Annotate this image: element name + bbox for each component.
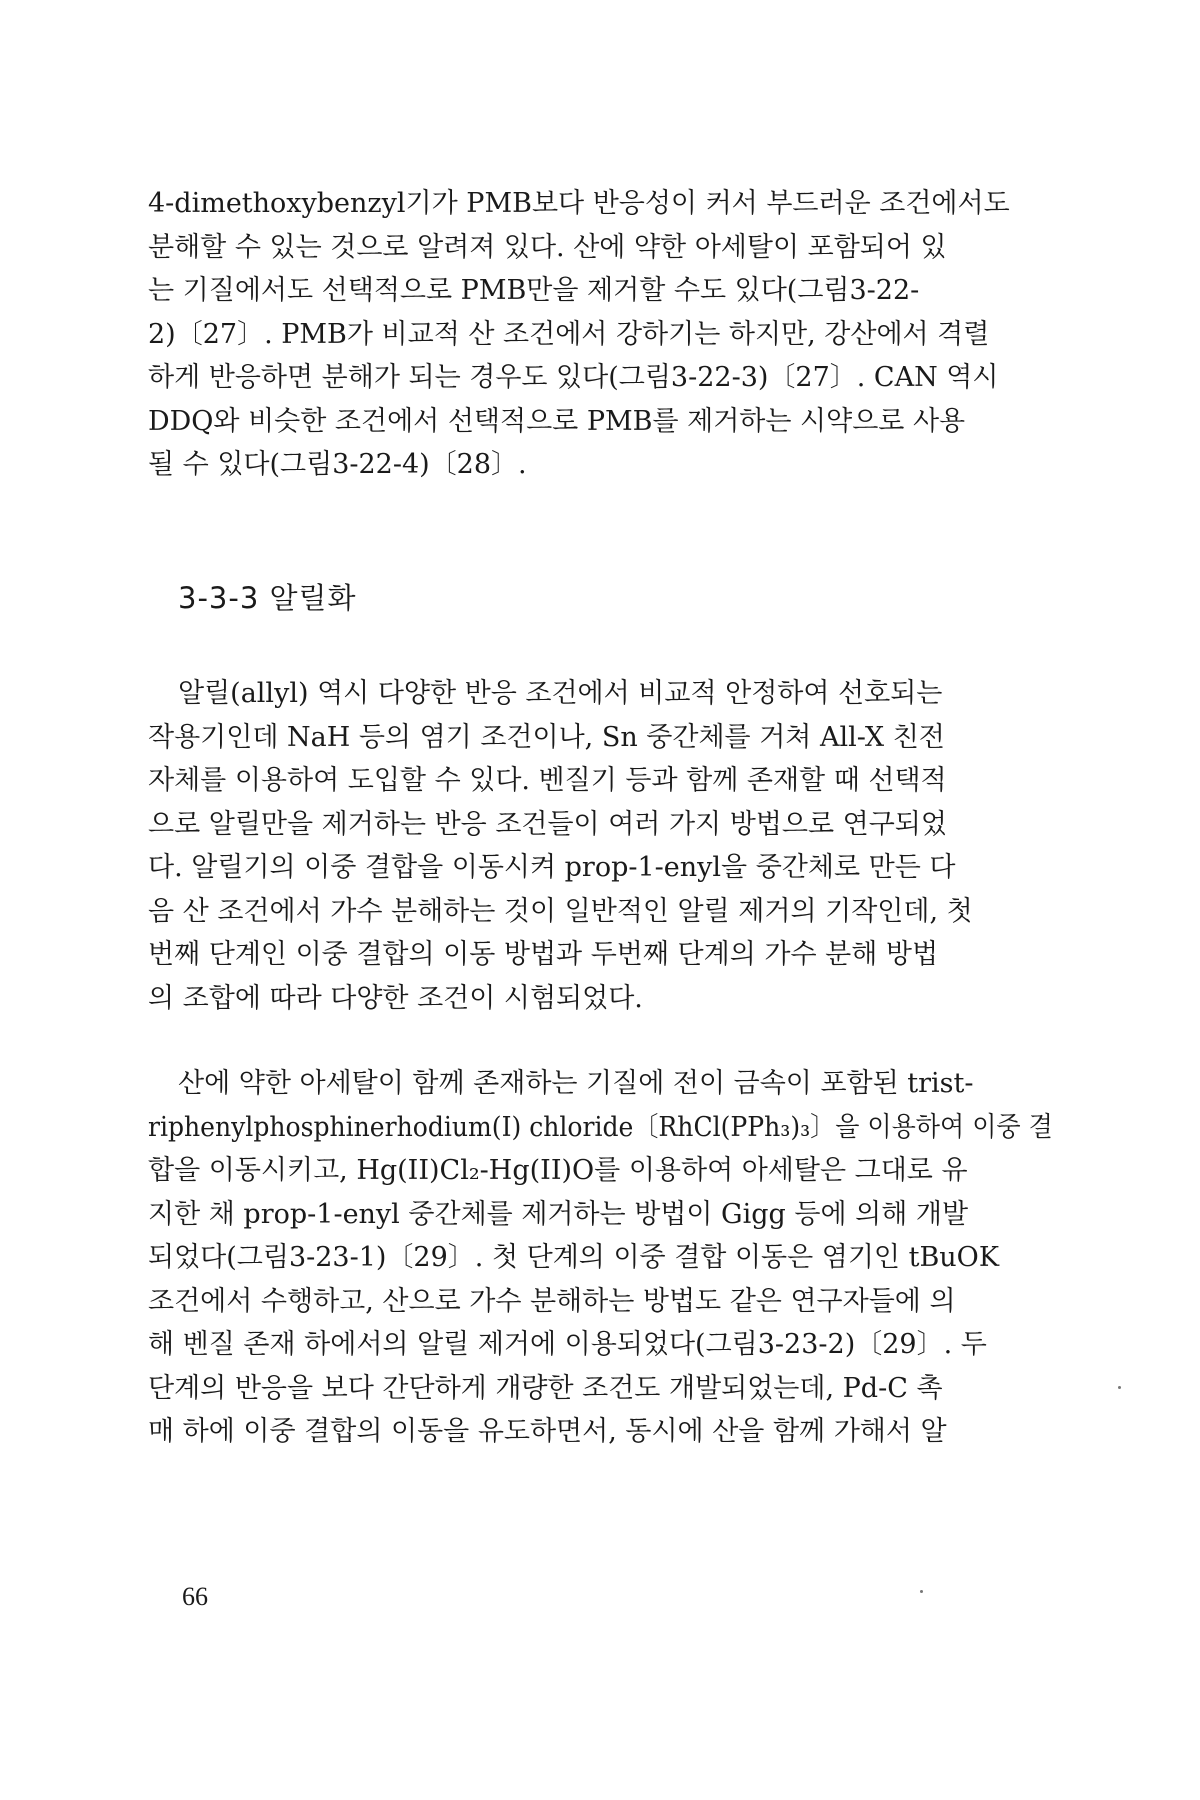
- text-line: riphenylphosphinerhodium(I) chloride〔RhCl(PPh₃)₃〕을 이용하여 이중 결: [148, 1111, 1053, 1143]
- text-line: 단계의 반응을 보다 간단하게 개량한 조건도 개발되었는데, Pd-C 촉: [148, 1372, 943, 1404]
- text-line: 다. 알릴기의 이중 결합을 이동시켜 prop-1-enyl을 중간체로 만든 다: [148, 852, 956, 883]
- text-line: 될 수 있다(그림3-22-4)〔28〕.: [148, 449, 527, 480]
- text-line: 의 조합에 따라 다양한 조건이 시험되었다.: [148, 982, 643, 1014]
- text-line: 해 벤질 존재 하에서의 알릴 제거에 이용되었다(그림3-23-2)〔29〕. 두: [148, 1329, 987, 1360]
- text-line: DDQ와 비슷한 조건에서 선택적으로 PMB를 제거하는 시약으로 사용: [148, 405, 966, 437]
- scan-speck: [1118, 1386, 1121, 1389]
- text-line: 음 산 조건에서 가수 분해하는 것이 일반적인 알릴 제거의 기작인데, 첫: [148, 895, 973, 927]
- text-line: 지한 채 prop-1-enyl 중간체를 제거하는 방법이 Gigg 등에 의해 개발: [148, 1198, 969, 1230]
- text-line: 으로 알릴만을 제거하는 반응 조건들이 여러 가지 방법으로 연구되었: [148, 808, 947, 840]
- text-line: 합을 이동시키고, Hg(II)Cl₂-Hg(II)O를 이용하여 아세탈은 그대로 유: [148, 1155, 968, 1186]
- paragraph-pmb-removal: [148, 182, 1053, 487]
- text-line: 작용기인데 NaH 등의 염기 조건이나, Sn 중간체를 거쳐 All-X 친전: [148, 721, 945, 753]
- text-line: 매 하에 이중 결합의 이동을 유도하면서, 동시에 산을 함께 가해서 알: [148, 1416, 947, 1447]
- section-heading: 3-3-3 알릴화: [178, 581, 357, 615]
- text-line: 2)〔27〕. PMB가 비교적 산 조건에서 강하기는 하지만, 강산에서 격렬: [148, 318, 990, 350]
- paragraph-text: [148, 672, 1053, 1020]
- paragraph-text: [148, 1062, 1053, 1454]
- text-line: 산에 약한 아세탈이 함께 존재하는 기질에 전이 금속이 포함된 trist-: [178, 1068, 974, 1099]
- paragraph-allyl-removal: [148, 1062, 1053, 1454]
- text-line: 하게 반응하면 분해가 되는 경우도 있다(그림3-22-3)〔27〕. CAN 역시: [148, 362, 999, 393]
- text-line: 는 기질에서도 선택적으로 PMB만을 제거할 수도 있다(그림3-22-: [148, 275, 920, 306]
- page-number: 66: [182, 1582, 208, 1611]
- text-line: 자체를 이용하여 도입할 수 있다. 벤질기 등과 함께 존재할 때 선택적: [148, 765, 947, 796]
- paragraph-text: [148, 182, 1053, 487]
- text-line: 4-dimethoxybenzyl기가 PMB보다 반응성이 커서 부드러운 조건에서도: [148, 188, 1010, 219]
- text-line: 조건에서 수행하고, 산으로 가수 분해하는 방법도 같은 연구자들에 의: [148, 1285, 956, 1317]
- text-line: 번째 단계인 이중 결합의 이동 방법과 두번째 단계의 가수 분해 방법: [148, 939, 939, 970]
- paragraph-allyl-intro: [148, 672, 1053, 1020]
- text-line: 되었다(그림3-23-1)〔29〕. 첫 단계의 이중 결합 이동은 염기인 tBuOK: [148, 1242, 999, 1273]
- scan-speck: [920, 1590, 923, 1593]
- text-line: 알릴(allyl) 역시 다양한 반응 조건에서 비교적 안정하여 선호되는: [178, 678, 943, 709]
- text-line: 분해할 수 있는 것으로 알려져 있다. 산에 약한 아세탈이 포함되어 있: [148, 231, 947, 263]
